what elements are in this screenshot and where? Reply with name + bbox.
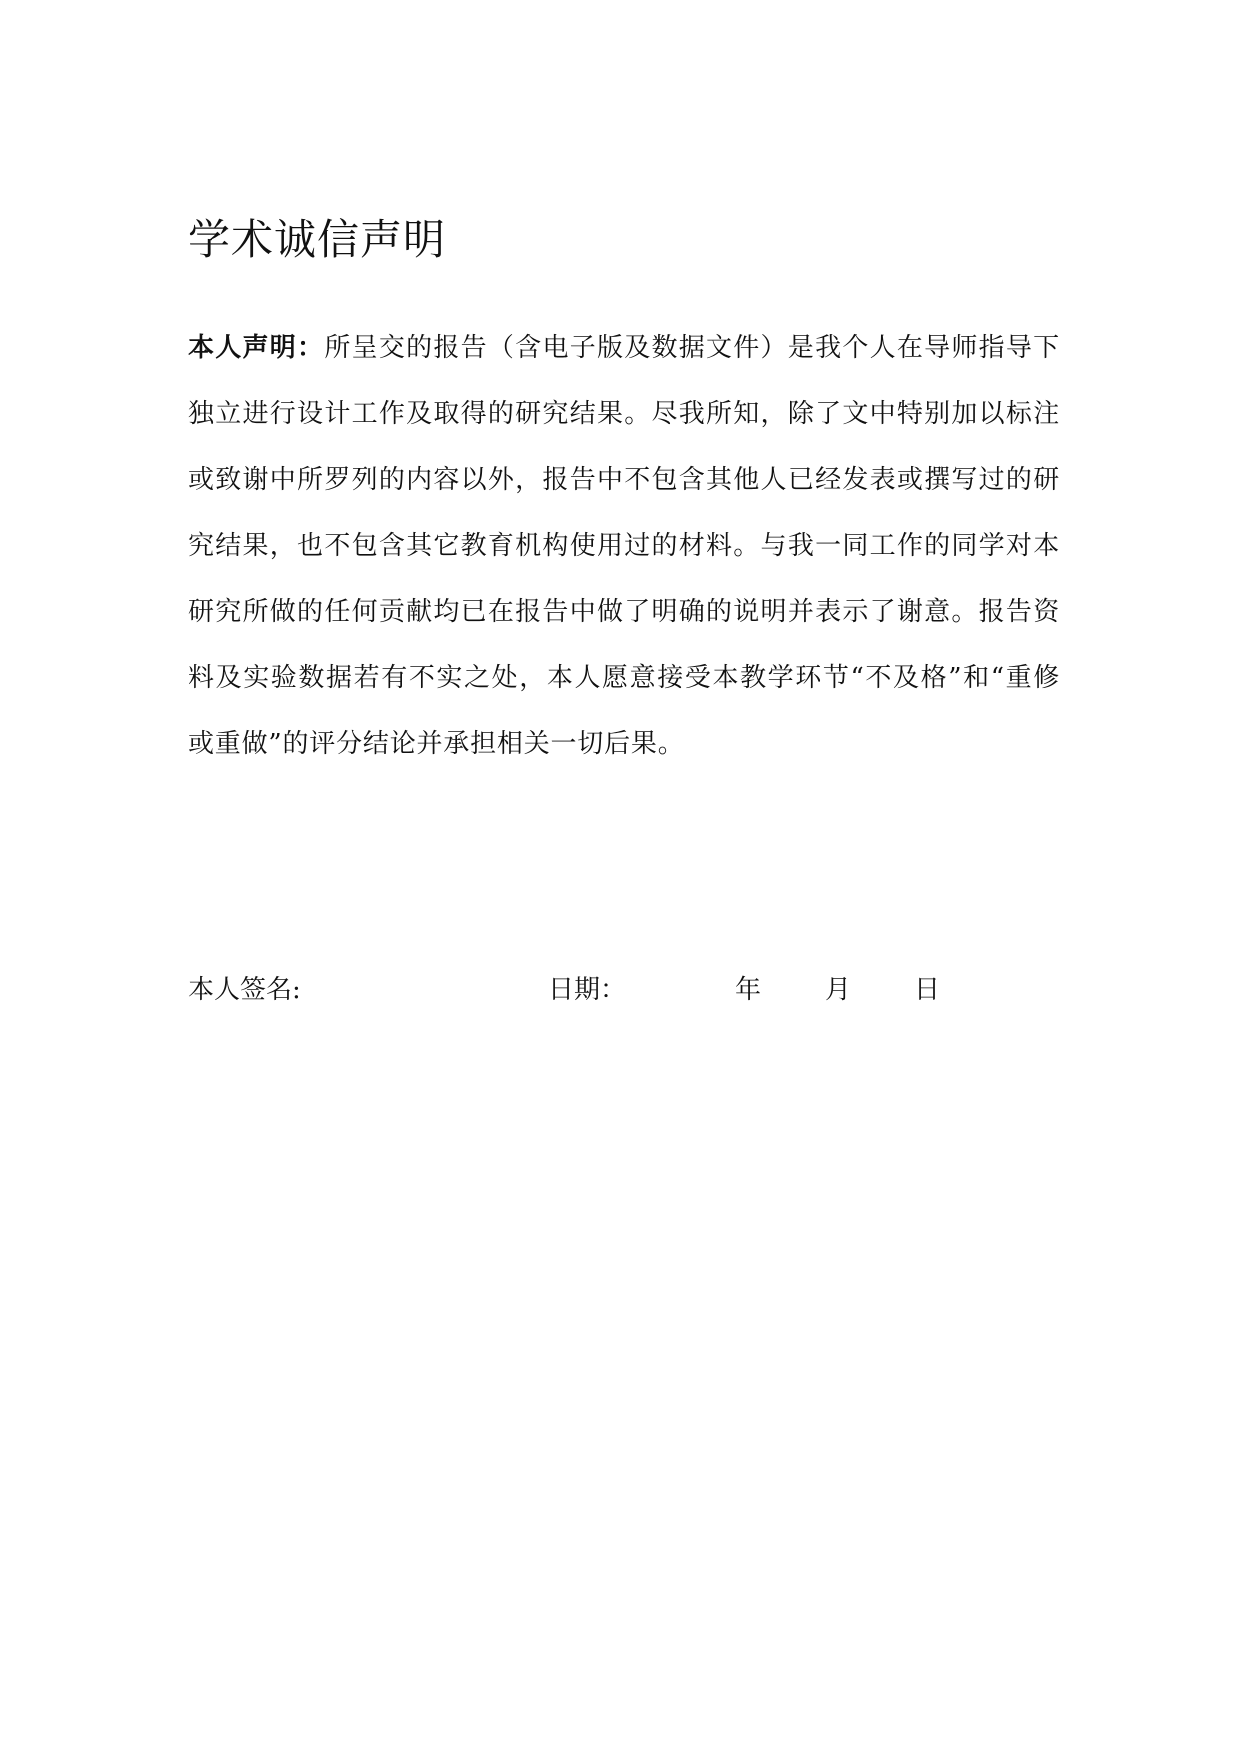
month-label: 月 xyxy=(825,975,852,1005)
signature-label: 本人签名: xyxy=(188,975,301,1005)
year-label: 年 xyxy=(735,975,762,1005)
date-label: 日期： xyxy=(548,975,627,1005)
declaration-body: 所呈交的报告（含电子版及数据文件）是我个人在导师指导下独立进行设计工作及取得的研究结果。尽我所知，除了文中特别加以标注或致谢中所罗列的内容以外，报告中不包含其他人已经发表或撰写过的研究结果，也不包含其它教育机构使用过的材料。与我一同工作的同学对本研究所做的任何贡献均已在报告中做了明确的说明并表示了谢意。报告资料及实验数据若有不实之处，本人愿意接受本教学环节“不及格”和“重修或重做”的评分结论并承担相关一切后果。 xyxy=(188,333,1060,759)
page-title: 学术诚信声明 xyxy=(188,215,447,264)
declaration-lead: 本人声明： xyxy=(188,333,325,363)
signature-row xyxy=(188,970,1060,1010)
day-label: 日 xyxy=(914,975,941,1005)
declaration-paragraph xyxy=(188,315,1060,777)
